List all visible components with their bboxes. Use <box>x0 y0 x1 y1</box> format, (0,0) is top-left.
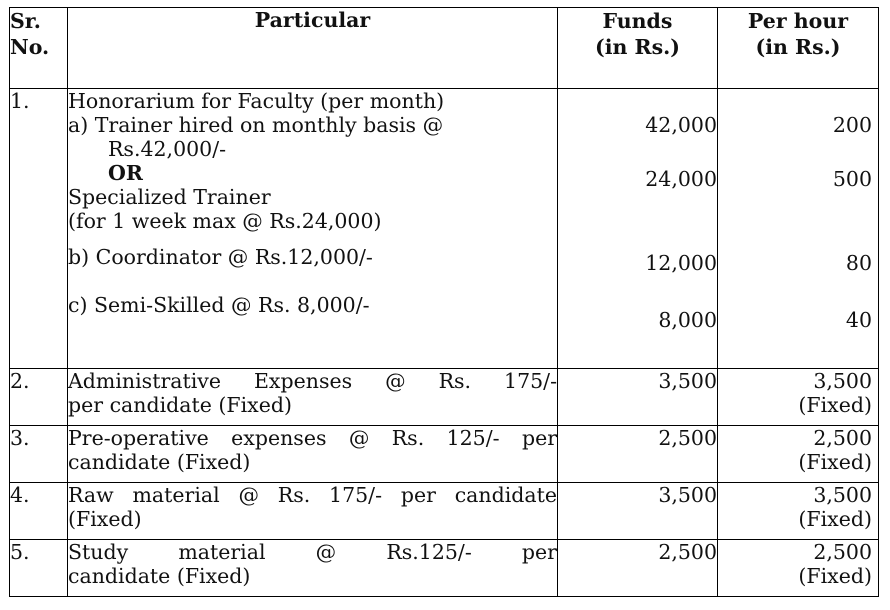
table-row <box>10 483 879 540</box>
row-funds: 3,500 <box>558 369 718 426</box>
row-particular: Raw material @ Rs. 175/- per candidate (Fixed) <box>68 483 558 540</box>
table-row <box>10 540 879 597</box>
row-sr-no: 5. <box>10 540 68 597</box>
row-funds: 2,500 <box>558 540 718 597</box>
row-funds: 3,500 <box>558 483 718 540</box>
row-sr-no: 1. <box>10 89 68 369</box>
header-particular: Particular <box>68 8 558 89</box>
table-row <box>10 426 879 483</box>
row-funds: 42,000 24,000 12,000 8,000 <box>558 89 718 369</box>
row-particular: Study material @ Rs.125/- per candidate (Fixed) <box>68 540 558 597</box>
row-per-hour: 3,500 (Fixed) <box>718 483 879 540</box>
table-header-row <box>10 8 879 89</box>
row-particular: Pre-operative expenses @ Rs. 125/- per candidate (Fixed) <box>68 426 558 483</box>
header-per-hour: Per hour (in Rs.) <box>718 8 879 89</box>
row-per-hour: 200 500 80 40 <box>718 89 879 369</box>
row-particular: Honorarium for Faculty (per month) a) Trainer hired on monthly basis @ Rs.42,000/- OR Specialized Trainer (for 1 week max @ Rs.24,000) b) Coordinator @ Rs.12,000/- c) Semi-Skilled @ Rs. 8,000/- <box>68 89 558 369</box>
row-particular: Administrative Expenses @ Rs. 175/- per candidate (Fixed) <box>68 369 558 426</box>
header-funds: Funds (in Rs.) <box>558 8 718 89</box>
funds-table <box>9 7 879 597</box>
row-funds: 2,500 <box>558 426 718 483</box>
row-per-hour: 2,500 (Fixed) <box>718 426 879 483</box>
row-sr-no: 3. <box>10 426 68 483</box>
row-per-hour: 2,500 (Fixed) <box>718 540 879 597</box>
table-row <box>10 369 879 426</box>
row-per-hour: 3,500 (Fixed) <box>718 369 879 426</box>
row-sr-no: 4. <box>10 483 68 540</box>
row-sr-no: 2. <box>10 369 68 426</box>
table-row <box>10 89 879 369</box>
header-sr-no: Sr. No. <box>10 8 68 89</box>
